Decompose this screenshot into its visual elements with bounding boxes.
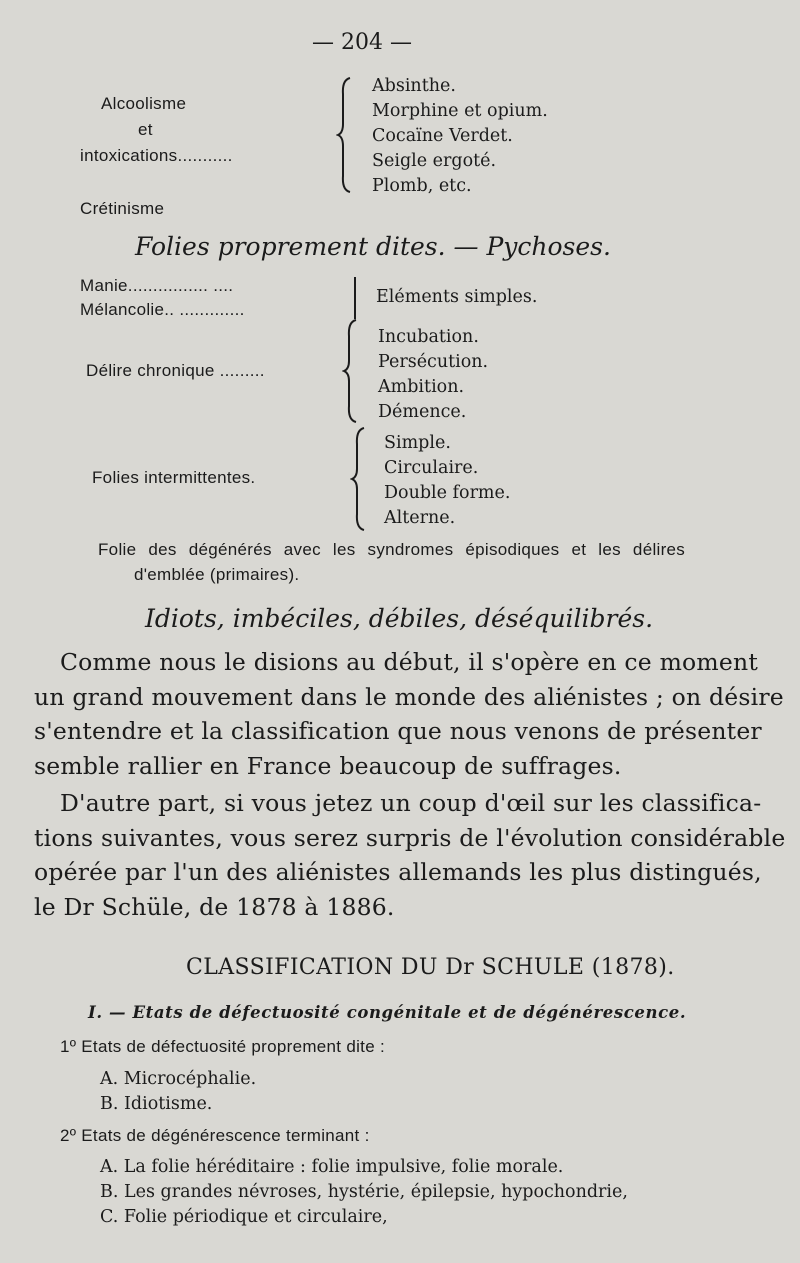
paragraph-line: D'autre part, si vous jetez un coup d'œil sur les classifica-	[60, 789, 762, 817]
heading-idiots: Idiots, imbéciles, débiles, déséquilibrés.	[145, 604, 654, 633]
paragraph-line: s'entendre et la classification que nous venons de présenter	[34, 717, 762, 745]
manie-label: Manie................ ....	[80, 276, 234, 295]
delire-item: Incubation.	[378, 327, 479, 347]
sub2-title: 2º Etats de dégénérescence terminant :	[60, 1126, 370, 1145]
sub1-item: B. Idiotisme.	[100, 1094, 213, 1114]
paragraph-line: Comme nous le disions au début, il s'opère en ce moment	[60, 648, 758, 676]
alcool-label-2: et	[138, 120, 153, 139]
paragraph-1	[34, 645, 784, 783]
delire-items	[378, 325, 488, 425]
sub2-items	[100, 1155, 628, 1230]
paragraph-2	[34, 786, 785, 924]
page-number: — 204 —	[312, 30, 412, 55]
folies-int-item: Double forme.	[384, 483, 511, 503]
folies-int-item: Circulaire.	[384, 458, 479, 478]
paragraph-line: semble rallier en France beaucoup de suffrages.	[34, 751, 622, 780]
folie-degeneres-line-2: d'emblée (primaires).	[134, 565, 300, 584]
manie-bar	[352, 277, 358, 319]
delire-brace	[342, 318, 364, 424]
alcool-item: Cocaïne Verdet.	[372, 126, 513, 146]
sub1-title: 1º Etats de défectuosité proprement dite :	[60, 1037, 385, 1056]
paragraph-line: un grand mouvement dans le monde des aliénistes ; on désire	[34, 682, 784, 711]
alcool-item: Morphine et opium.	[372, 101, 548, 121]
alcool-items	[372, 74, 548, 199]
folies-int-item: Alterne.	[384, 508, 456, 528]
delire-item: Persécution.	[378, 352, 489, 372]
sub1-item: A. Microcéphalie.	[100, 1069, 257, 1089]
section-I: I. — Etats de défectuosité congénitale et de dégénérescence.	[88, 1003, 687, 1022]
delire-item: Ambition.	[378, 377, 465, 397]
folies-int-items	[384, 431, 510, 531]
folies-int-brace	[350, 426, 372, 532]
paragraph-line: opérée par l'un des aliénistes allemands les plus distingués,	[34, 858, 762, 886]
delire-label: Délire chronique .........	[86, 361, 265, 380]
folie-degeneres-line-1: Folie des dégénérés avec les syndromes épisodiques et les délires	[98, 540, 686, 559]
sub2-item: B. Les grandes névroses, hystérie, épilepsie, hypochondrie,	[100, 1182, 628, 1202]
alcool-item: Plomb, etc.	[372, 176, 472, 196]
sub1-items	[100, 1067, 256, 1117]
alcool-brace	[336, 76, 358, 194]
manie-item: Eléments simples.	[376, 287, 538, 307]
paragraph-line: le Dr Schüle, de 1878 à 1886.	[34, 892, 395, 921]
sub2-item: A. La folie héréditaire : folie impulsive, folie morale.	[100, 1157, 564, 1177]
alcool-item: Seigle ergoté.	[372, 151, 497, 171]
alcool-label-3: intoxications...........	[80, 146, 233, 165]
delire-item: Démence.	[378, 402, 467, 422]
classification-title: CLASSIFICATION DU Dr SCHULE (1878).	[186, 955, 675, 980]
sub2-item: C. Folie périodique et circulaire,	[100, 1207, 388, 1227]
paragraph-line: tions suivantes, vous serez surpris de l'évolution considérable	[34, 823, 786, 852]
heading-folies: Folies proprement dites. — Pychoses.	[135, 232, 611, 261]
folies-int-item: Simple.	[384, 433, 451, 453]
alcool-label-1: Alcoolisme	[101, 94, 187, 113]
alcool-item: Absinthe.	[372, 76, 456, 96]
melancolie-label: Mélancolie.. .............	[80, 300, 245, 319]
folies-int-label: Folies intermittentes.	[92, 468, 256, 487]
cretinisme-label: Crétinisme	[80, 199, 165, 218]
